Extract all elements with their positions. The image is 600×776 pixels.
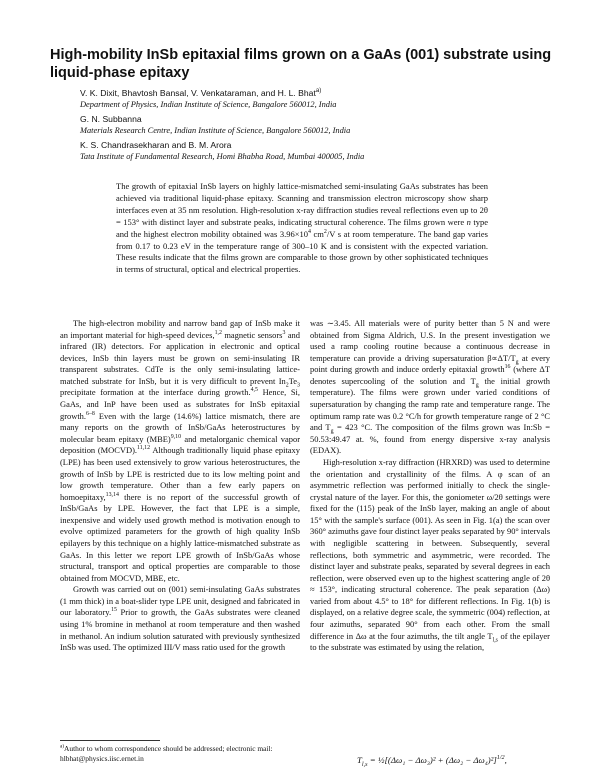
author-mark: a) [315,88,322,95]
paragraph: High-resolution x-ray diffraction (HRXRD) was used to determine the orientation and crystallinity of the films. A φ scan of an asymmetric reflection was performed initially to check the single-crystal nature of the layer. For this, the goniometer ω/2θ settings were fixed for the (115) peak of the InSb layer, making an angle of about 15° with the sample's surface (001). As seen in Fig. 1(a) the scan over 360° azimuths gave four distinct layer peaks separated by 90° intervals with negligible scattering in between. Subsequently, several reflections, both symmetric and asymmetric, were recorded. The distinct layer and substrate peaks, separated by several degrees in each reflection, were observed even up to the highest scattering angle of 2θ ≈ 153°, indicating structural coherence. The peak separation (Δω) varied from about 4.5° to 18° for different reflections. In Fig. 1(b) is displayed, on a relative degree scale, the symmetric (004) reflection, at four azimuths, separated 90° from each other. From the small difference in Δω at the four azimuths, the tilt angle $T_{l,s}$ of the epilayer to the substrate was estimated by using the relation, [310,456,550,653]
paragraph: The high-electron mobility and narrow band gap of InSb make it an important material for high-speed devices,$^{1,2}$ magnetic sensors$^3$ and infrared (IR) detectors. For application in electronic and optical devices, InSb thin layers must be grown on semi-insulating IR transparent substrates. CdTe is the only semi-insulating lattice-matched substrate for InSb, but it is very difficult to prevent $In_2Te_3$ precipitate formation at the interface during growth.$^{4,5}$ Hence, Si, GaAs, and InP have been used as substrates for InSb epitaxial growth.$^{6-8}$ Even with the large (14.6%) lattice mismatch, there are many reports on the growth of InSb/GaAs heterostructures by molecular beam epitaxy (MBE)$^{9,10}$ and metalorganic chemical vapor deposition (MOCVD).$^{11,12}$ Although traditionally liquid phase epitaxy (LPE) has been used extensively to grow various heterostructures, the growth of InSb by LPE is restricted due to its low melting point and low growth temperature. Other than a few early papers on homoepitaxy,$^{13,14}$ there is no report of the successful growth of InSb/GaAs by LPE. However, the fact that LPE is a simple, inexpensive and widely used growth method is motivation enough to evolve optimized parameters for the growth of high quality InSb epilayers by this technique on a highly lattice-mismatched substrate as GaAs. In this letter we report LPE growth of InSb/GaAs whose structural, transport and optical properties are comparable to those obtained from MOCVD, MBE, etc. [60,318,301,583]
footnote: $^{a)}$Author to whom correspondence should be addressed; electronic mail: hlbhat@physics.iisc.ernet.in [60,743,273,763]
paragraph: was ∼3.45. All materials were of purity better than 5 N and were obtained from Sigma Aldrich, U.S. In the present investigation we used a ramp cooling routine because a continuous decrease in temperature can provide a driving supersaturation $\beta\propto\Delta T/T_g$ at every point during growth and induce orderly epitaxial growth$^{16}$ (where ΔT denotes supercooling of the solution and $T_g$ the initial growth temperature). The films were grown under varied conditions of supersaturation by changing the ramp rate and temperature range. The optimum ramp rate was 0.2 °C/h for growth temperature range of 2 °C and $T_g = 423$ °C. The composition of the films grown was In:Sb = 50.53:49.47 at. %, found from energy dispersive x-ray analysis (EDAX). [310,318,550,456]
footnote-divider [60,740,160,741]
authors-line-2: G. N. Subbanna [80,114,142,124]
article-title: High-mobility InSb epitaxial films grown on a GaAs (001) substrate using liquid-phase epitaxy [50,47,552,81]
abstract: The growth of epitaxial InSb layers on highly lattice-mismatched semi-insulating GaAs substrates has been achieved via traditional liquid-phase epitaxy. Scanning and transmission electron microscopy show sharp interfaces even at 35 nm resolution. High-resolution x-ray diffraction studies reveal reflections even up to 2θ = 153° with distinct layer and substrate peaks, indicating structural coherence. The films grown were n type and the highest electron mobility obtained was $3.96\times 10^4$ $cm^2/V$ s at room temperature. The band gap varies from 0.17 to 0.23 eV in the temperature range of 300–10 K and is consistent with the expected variation. These results indicate that the films grown are comparable to those grown by other sophisticated techniques in terms of structural, optical and electrical properties. [116,181,489,275]
author-group-1 [80,88,540,110]
authors-line-1: V. K. Dixit, Bhavtosh Bansal, V. Venkataraman, and H. L. Bhat [80,88,316,98]
author-group-3 [80,140,540,162]
paragraph: Growth was carried out on (001) semi-insulating GaAs substrates (1 mm thick) in a boat-slider type LPE unit, designed and fabricated in our laboratory.$^{15}$ Prior to growth, the GaAs substrates were cleaned using 1% bromine in methanol at room temperature and then washed in methanol. An indium solution saturated with previously synthesized InSb was used. The optimized III/V mass ratio used for the growth [60,584,300,653]
affiliation-1: Department of Physics, Indian Institute of Science, Bangalore 560012, India [80,100,337,109]
equation-tilt-angle: $T_{l,s}$ = ½[(Δω₁ − Δω₃)² + (Δω₂ − Δω₄)²]$^{1/2}$, [357,755,507,768]
body-column-left [60,318,300,654]
footnote-text: Author to whom correspondence should be addressed; electronic mail: hlbhat@physics.iisc.ernet.in [60,744,273,763]
authors-line-3: K. S. Chandrasekharan and B. M. Arora [80,140,232,150]
affiliation-2: Materials Research Centre, Indian Institute of Science, Bangalore 560012, India [80,126,351,135]
affiliation-3: Tata Institute of Fundamental Research, Homi Bhabha Road, Mumbai 400005, India [80,152,365,161]
author-group-2 [80,114,540,136]
body-column-right [310,318,550,654]
